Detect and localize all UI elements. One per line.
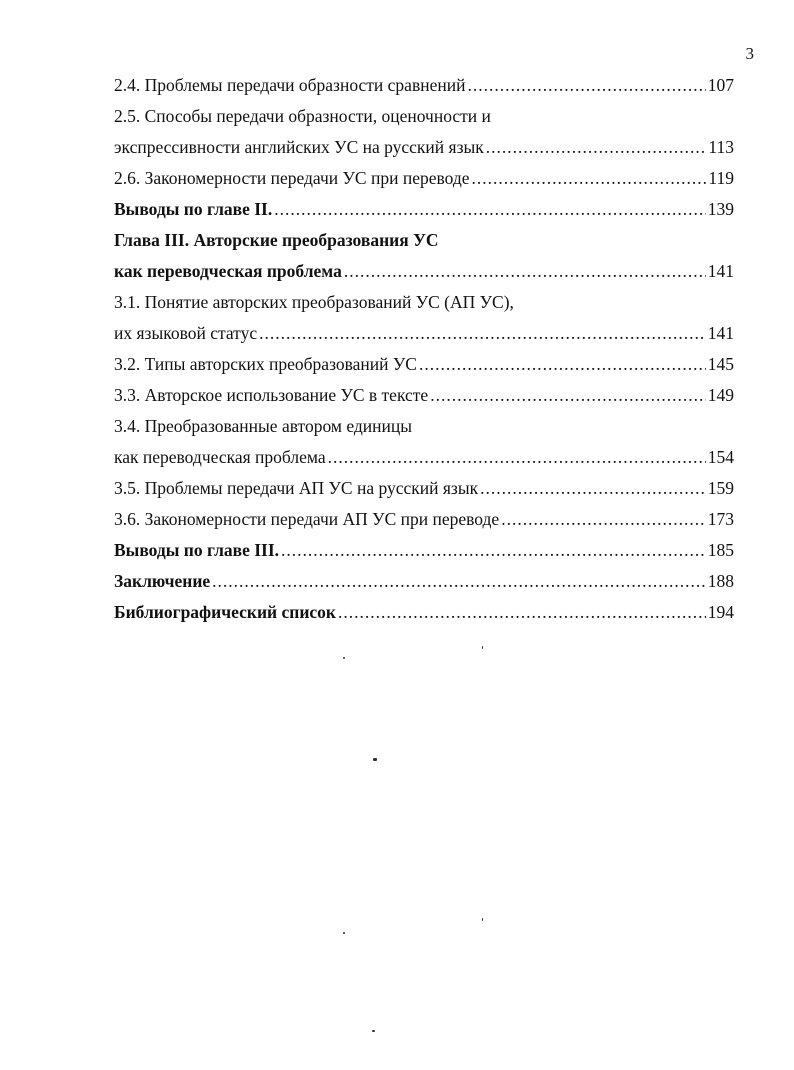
toc-dot-leader <box>501 504 706 535</box>
toc-dot-leader <box>338 597 706 628</box>
toc-entry-page: 139 <box>707 199 734 219</box>
toc-dot-leader <box>419 349 706 380</box>
toc-entry <box>114 473 734 504</box>
toc-entry-page: 154 <box>707 447 734 467</box>
table-of-contents <box>114 70 734 628</box>
toc-entry <box>114 70 734 101</box>
toc-entry-page: 107 <box>707 75 734 95</box>
toc-entry-title: 2.5. Способы передачи образности, оценочности и <box>114 106 491 126</box>
toc-entry <box>114 411 734 442</box>
toc-entry-page: 141 <box>707 261 734 281</box>
toc-dot-leader <box>467 70 705 101</box>
toc-entry <box>114 318 734 349</box>
toc-entry-page: 119 <box>708 168 734 188</box>
toc-dot-leader <box>472 163 707 194</box>
toc-entry-page: 188 <box>707 571 734 591</box>
toc-entry-title: Выводы по главе III. <box>114 540 280 560</box>
toc-entry <box>114 101 734 132</box>
toc-dot-leader <box>274 194 706 225</box>
toc-entry <box>114 287 734 318</box>
toc-entry <box>114 163 734 194</box>
toc-dot-leader <box>259 318 706 349</box>
scan-speck <box>373 758 377 761</box>
toc-entry-title: экспрессивности английских УС на русский язык <box>114 137 484 157</box>
toc-entry-page: 173 <box>707 509 734 529</box>
toc-dot-leader <box>212 566 706 597</box>
scan-speck <box>343 657 345 659</box>
toc-entry-page: 141 <box>707 323 734 343</box>
toc-entry-title: Глава III. Авторские преобразования УС <box>114 230 439 250</box>
toc-entry-title: 3.1. Понятие авторских преобразований УС (АП УС), <box>114 292 514 312</box>
toc-entry-title: как переводческая проблема <box>114 447 326 467</box>
toc-entry <box>114 504 734 535</box>
toc-entry-page: 194 <box>707 602 734 622</box>
toc-entry <box>114 380 734 411</box>
toc-entry-page: 185 <box>707 540 734 560</box>
scan-speck <box>482 918 483 921</box>
toc-entry <box>114 225 734 256</box>
toc-entry-title: 2.6. Закономерности передачи УС при переводе <box>114 168 470 188</box>
toc-entry-title: Заключение <box>114 571 211 591</box>
toc-entry-title: их языковой статус <box>114 323 258 343</box>
toc-dot-leader <box>328 442 706 473</box>
toc-entry-title: 3.2. Типы авторских преобразований УС <box>114 354 417 374</box>
toc-entry <box>114 349 734 380</box>
toc-entry-title: 3.4. Преобразованные автором единицы <box>114 416 412 436</box>
toc-dot-leader <box>281 535 706 566</box>
toc-entry <box>114 442 734 473</box>
toc-entry-title: 3.6. Закономерности передачи АП УС при переводе <box>114 509 500 529</box>
toc-entry-title: как переводческая проблема <box>114 261 342 281</box>
toc-dot-leader <box>486 132 707 163</box>
toc-entry-title: Библиографический список <box>114 602 337 622</box>
scan-speck <box>482 646 483 649</box>
toc-dot-leader <box>480 473 706 504</box>
toc-entry <box>114 566 734 597</box>
scan-speck <box>343 932 345 934</box>
toc-entry-page: 159 <box>707 478 734 498</box>
toc-entry-page: 149 <box>707 385 734 405</box>
toc-entry <box>114 597 734 628</box>
toc-entry-page: 113 <box>708 137 734 157</box>
toc-entry-title: Выводы по главе II. <box>114 199 273 219</box>
toc-entry <box>114 194 734 225</box>
toc-entry <box>114 132 734 163</box>
toc-entry-page: 145 <box>707 354 734 374</box>
toc-entry-title: 3.5. Проблемы передачи АП УС на русский язык <box>114 478 479 498</box>
scan-speck <box>372 1030 375 1032</box>
toc-entry <box>114 256 734 287</box>
toc-dot-leader <box>430 380 706 411</box>
toc-entry-title: 2.4. Проблемы передачи образности сравнений <box>114 75 466 95</box>
toc-dot-leader <box>344 256 706 287</box>
toc-entry <box>114 535 734 566</box>
page-number: 3 <box>745 44 754 63</box>
toc-entry-title: 3.3. Авторское использование УС в тексте <box>114 385 429 405</box>
